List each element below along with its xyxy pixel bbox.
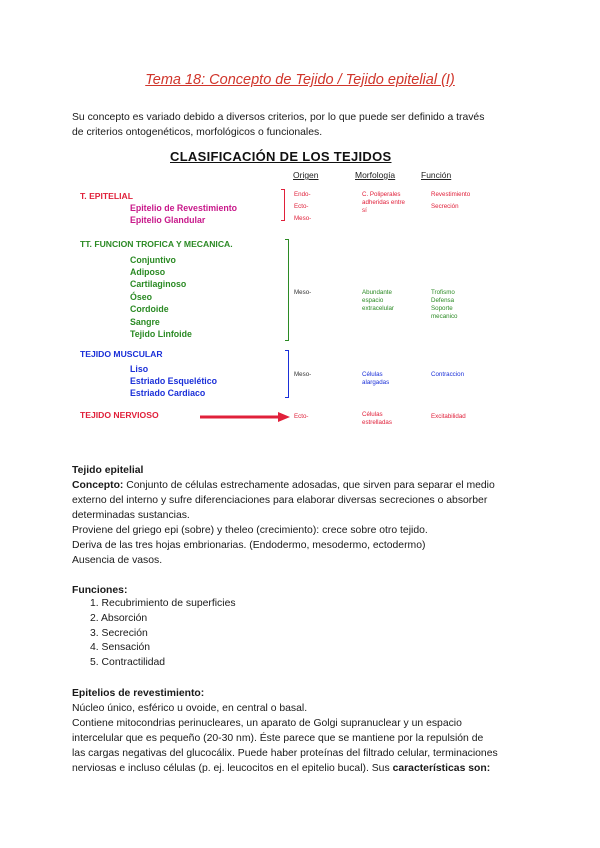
trofica-func: Defensa (431, 297, 455, 304)
epitelial-func: Secreción (431, 203, 459, 210)
trofica-morph: extracelular (362, 305, 394, 312)
header-morphology: Morfología (355, 170, 396, 180)
nervioso-morph: Células (362, 411, 383, 418)
category-epitelial: T. EPITELIAL (80, 191, 133, 201)
bracket-trofica (285, 239, 289, 341)
trofica-origin: Meso- (294, 289, 312, 296)
concept-label: Concepto: (72, 480, 124, 491)
paragraph-line: las cargas negativas del glucocálix. Puede haber proteínas del filtrado celular, terminaciones (72, 748, 498, 759)
muscular-item: Estriado Cardiaco (130, 388, 206, 398)
list-item: 1. Recubrimiento de superficies (90, 598, 236, 609)
concept-line (72, 478, 532, 493)
section-heading-revestimiento: Epitelios de revestimiento: (72, 688, 205, 699)
category-trofica: TT. FUNCION TROFICA Y MECANICA. (80, 239, 233, 249)
nervioso-func: Excitabilidad (431, 413, 466, 420)
nervioso-morph: estrelladas (362, 419, 392, 426)
epitelial-origin: Endo- (294, 191, 311, 198)
list-item: 4. Sensación (90, 642, 151, 653)
concept-text: Conjunto de células estrechamente adosadas, que sirven para separar el medio (123, 480, 495, 491)
concept-line: externo del interno y sufre diferenciaciones para elaborar diversas secreciones o absorber (72, 495, 488, 506)
muscular-item: Liso (130, 364, 149, 374)
last-line-bold: características son: (392, 763, 491, 774)
epitelial-morph: C. Poliperales (362, 191, 401, 198)
trofica-func: Soporte (431, 305, 453, 312)
header-origin: Origen (293, 170, 319, 180)
muscular-morph: Células (362, 371, 383, 378)
paragraph-line: Proviene del griego epi (sobre) y theleo (crecimiento): crece sobre otro tejido. (72, 525, 428, 536)
epitelial-morph: adheridas entre (362, 199, 405, 206)
section-heading-funciones: Funciones: (72, 585, 128, 596)
trofica-item: Cordoide (130, 304, 169, 314)
header-function: Función (421, 170, 452, 180)
arrow-right-icon (200, 411, 290, 423)
muscular-func: Contraccion (431, 371, 465, 378)
classification-figure (72, 143, 524, 446)
trofica-item: Adiposo (130, 267, 166, 277)
list-item: 5. Contractilidad (90, 657, 166, 668)
category-nervioso: TEJIDO NERVIOSO (80, 410, 159, 420)
trofica-morph: Abundante (362, 289, 392, 296)
epitelial-item: Epitelio de Revestimiento (130, 203, 238, 213)
epitelial-origin: Ecto- (294, 203, 309, 210)
muscular-morph: alargadas (362, 379, 390, 386)
epitelial-origin: Meso- (294, 215, 312, 222)
paragraph-line: intercelular que es pequeño (20-30 nm). Éste parece que se mantiene por la repulsión de (72, 733, 484, 744)
muscular-item: Estriado Esquelético (130, 376, 218, 386)
epitelial-morph: sí (362, 207, 367, 214)
trofica-item: Tejido Linfoide (130, 329, 192, 339)
trofica-item: Cartilaginoso (130, 279, 187, 289)
concept-line: determinadas sustancias. (72, 510, 190, 521)
muscular-origin: Meso- (294, 371, 312, 378)
intro-line-2: de criterios ontogenéticos, morfológicos o funcionales. (72, 127, 323, 138)
category-muscular: TEJIDO MUSCULAR (80, 349, 163, 359)
list-item: 3. Secreción (90, 628, 148, 639)
bracket-epitelial (281, 189, 285, 221)
paragraph-line (72, 761, 532, 776)
intro-line-1: Su concepto es variado debido a diversos criterios, por lo que puede ser definido a través (72, 112, 485, 123)
list-item: 2. Absorción (90, 613, 148, 624)
epitelial-func: Revestimiento (431, 191, 471, 198)
trofica-func: mecanico (431, 313, 458, 320)
paragraph-line: Núcleo único, esférico u ovoide, en central o basal. (72, 703, 308, 714)
page-title: Tema 18: Concepto de Tejido / Tejido epitelial (I) (145, 72, 455, 88)
paragraph-line: Ausencia de vasos. (72, 555, 163, 566)
figure-title: CLASIFICACIÓN DE LOS TEJIDOS (170, 149, 392, 164)
trofica-item: Conjuntivo (130, 255, 176, 265)
paragraph-line: Contiene mitocondrias perinucleares, un aparato de Golgi supranuclear y un espacio (72, 718, 462, 729)
trofica-func: Trofismo (431, 289, 455, 296)
last-line-text: nerviosas e incluso células (p. ej. leucocitos en el epitelio bucal). Sus (72, 763, 393, 774)
nervioso-origin: Ecto- (294, 413, 309, 420)
paragraph-line: Deriva de las tres hojas embrionarias. (Endodermo, mesodermo, ectodermo) (72, 540, 426, 551)
epitelial-item: Epitelio Glandular (130, 215, 206, 225)
trofica-item: Óseo (130, 292, 153, 302)
bracket-muscular (285, 350, 289, 398)
section-heading-epitelial: Tejido epitelial (72, 465, 144, 476)
trofica-morph: espacio (362, 297, 384, 304)
trofica-item: Sangre (130, 317, 160, 327)
